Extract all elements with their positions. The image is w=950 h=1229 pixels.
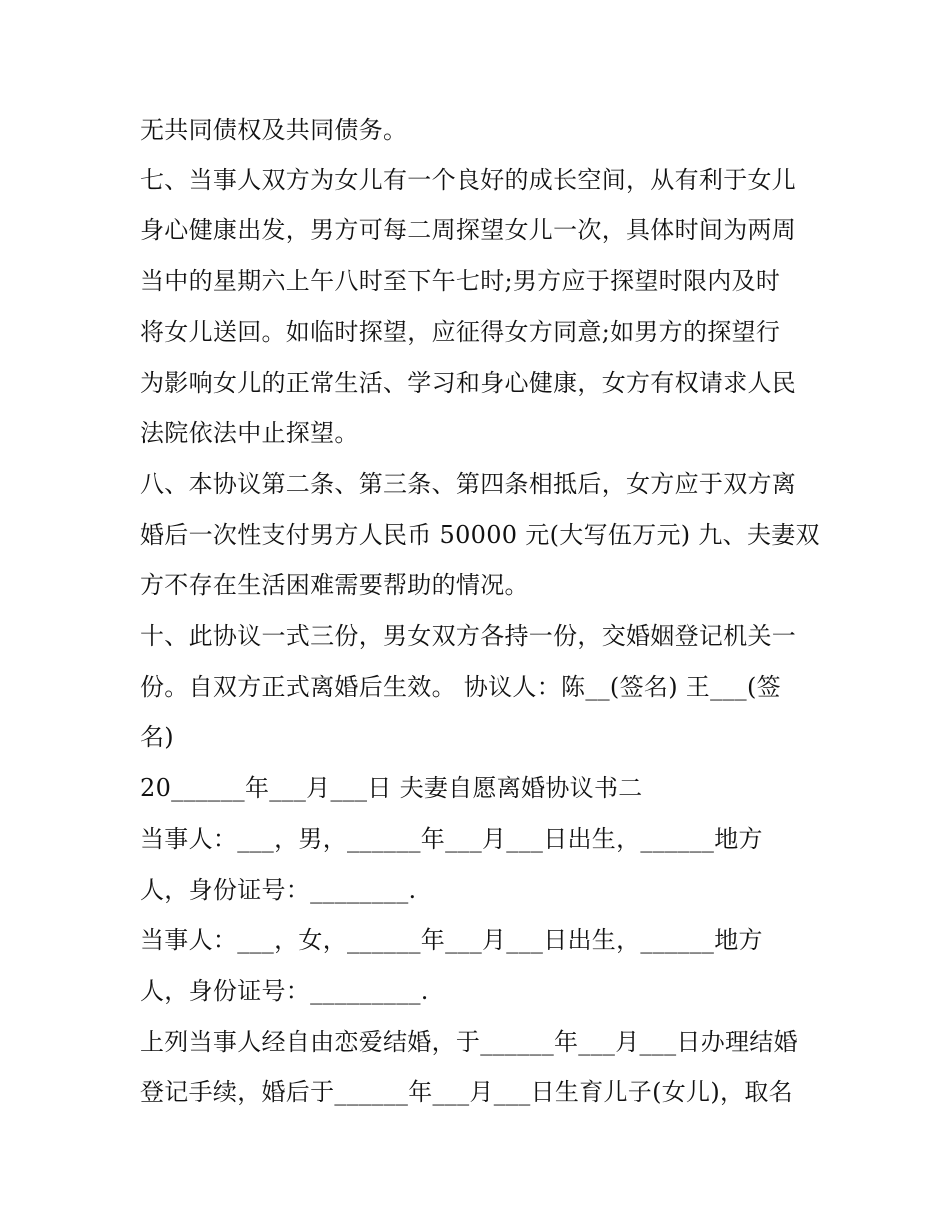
text-line: 人，身份证号：_________. xyxy=(140,977,429,1005)
text-line: 法院依法中止探望。 xyxy=(140,419,359,447)
text-line: 当事人：___，男，______年___月___日出生，______地方 xyxy=(140,825,763,853)
text-line: 方不存在生活困难需要帮助的情况。 xyxy=(140,571,529,599)
text-line: 当中的星期六上午八时至下午七时;男方应于探望时限内及时 xyxy=(140,267,781,295)
text-line: 上列当事人经自由恋爱结婚，于______年___月___日办理结婚 xyxy=(140,1028,798,1056)
text-line: 名) xyxy=(140,723,174,751)
text-line: 无共同债权及共同债务。 xyxy=(140,116,408,144)
text-line: 婚后一次性支付男方人民币 50000 元(大写伍万元) 九、夫妻双 xyxy=(140,521,820,549)
text-line: 人，身份证号：________. xyxy=(140,876,417,904)
text-line: 份。自双方正式离婚后生效。 协议人：陈__(签名) 王___(签 xyxy=(140,673,781,701)
text-line: 20______年___月___日 夫妻自愿离婚协议书二 xyxy=(140,774,643,802)
text-line: 十、此协议一式三份，男女双方各持一份，交婚姻登记机关一 xyxy=(140,622,797,650)
text-line: 登记手续，婚后于______年___月___日生育儿子(女儿)，取名 xyxy=(140,1078,793,1106)
text-line: 将女儿送回。如临时探望，应征得女方同意;如男方的探望行 xyxy=(140,318,781,346)
text-line: 当事人：___，女，______年___月___日出生，______地方 xyxy=(140,926,763,954)
text-line: 八、本协议第二条、第三条、第四条相抵后，女方应于双方离 xyxy=(140,470,797,498)
text-line: 身心健康出发，男方可每二周探望女儿一次，具体时间为两周 xyxy=(140,216,797,244)
text-line: 七、当事人双方为女儿有一个良好的成长空间，从有利于女儿 xyxy=(140,166,797,194)
text-line: 为影响女儿的正常生活、学习和身心健康，女方有权请求人民 xyxy=(140,369,797,397)
